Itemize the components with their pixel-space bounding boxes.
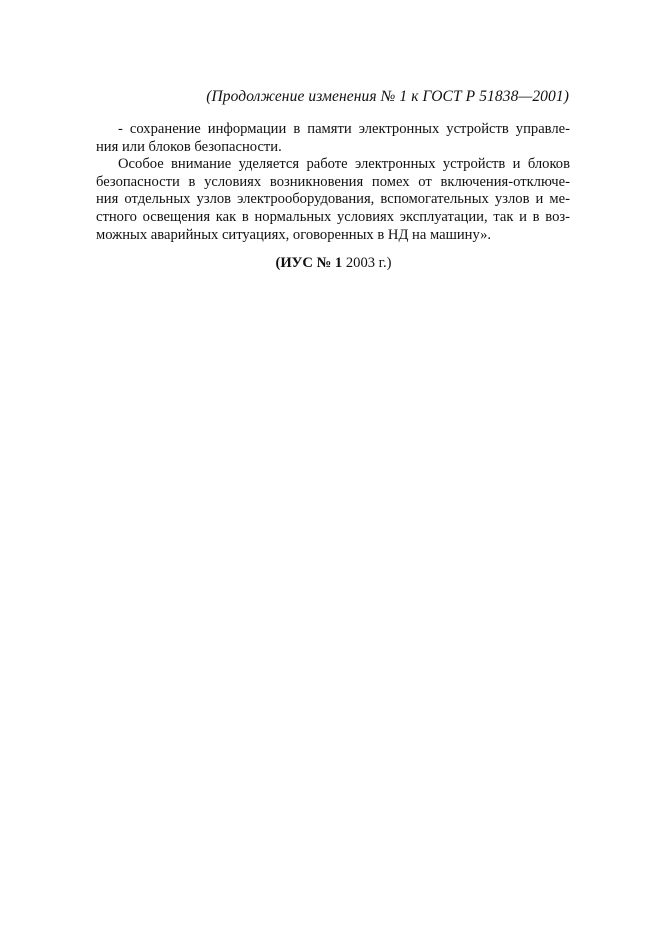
text-line: ния отдельных узлов электрооборудования, вспомогательных узлов и ме- bbox=[96, 191, 570, 208]
text-line: Особое внимание уделяется работе электронных устройств и блоков bbox=[118, 156, 570, 173]
paragraph-bullet bbox=[96, 121, 570, 156]
ius-reference-year: 2003 г.) bbox=[345, 255, 392, 271]
text-line: безопасности в условиях возникновения помех от включения-отключе- bbox=[96, 173, 570, 190]
continuation-header: (Продолжение изменения № 1 к ГОСТ Р 51838—2001) bbox=[206, 88, 569, 105]
paragraph-main bbox=[96, 156, 570, 244]
text-line: стного освещения как в нормальных условиях эксплуатации, так и в воз- bbox=[96, 208, 570, 225]
ius-reference-prefix: (ИУС № 1 bbox=[275, 255, 346, 271]
body-text bbox=[96, 121, 570, 244]
text-line: можных аварийных ситуациях, оговоренных в НД на машину». bbox=[96, 226, 492, 243]
text-line: ния или блоков безопасности. bbox=[96, 138, 282, 155]
text-line: - сохранение информации в памяти электронных устройств управле- bbox=[118, 121, 570, 137]
ius-reference bbox=[0, 255, 661, 272]
